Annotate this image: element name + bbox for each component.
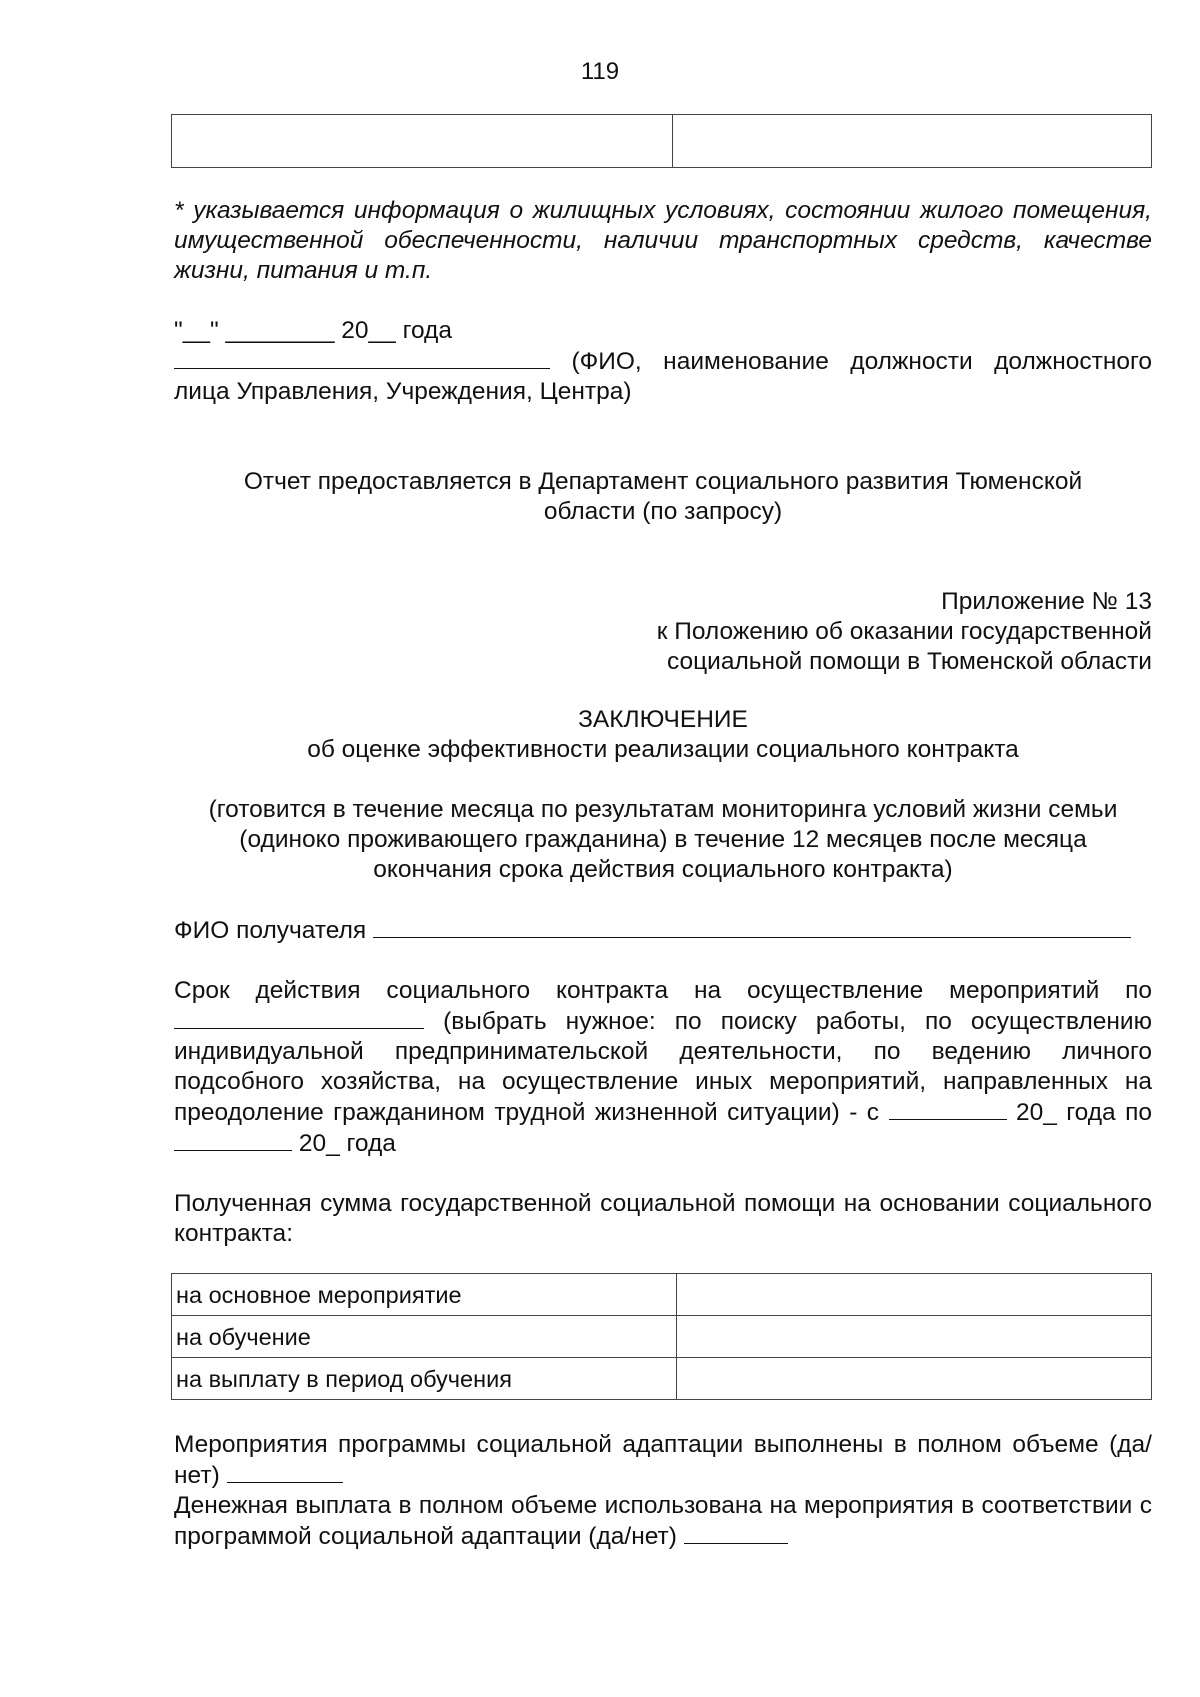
report-note: Отчет предоставляется в Департамент социального развития Тюменской области (по запросу) <box>243 468 1083 525</box>
term-choice: (выбрать нужное: по поиску работы, по осуществлению индивидуальной предпринимательской деятельности, по ведению личного подсобного хозяйства, на осуществление иных мероприятий, направленных на преодоление гражданином трудной жизненной ситуации) - с <box>174 1008 1152 1126</box>
footnote: * указывается информация о жилищных условиях, состоянии жилого помещения, имущественной обеспеченности, наличии транспортных средств, качестве жизни, питания и т.п. <box>174 197 1152 284</box>
sum-intro: Полученная сумма государственной социальной помощи на основании социального контракта: <box>174 1190 1152 1247</box>
appendix-line-1: Приложение № 13 <box>941 588 1152 615</box>
sum-row-value <box>677 1316 1152 1358</box>
sum-row-value <box>677 1274 1152 1316</box>
sum-row-label: на выплату в период обучения <box>172 1358 677 1400</box>
term-start: Срок действия социального контракта на осуществление мероприятий по <box>174 977 1152 1004</box>
document-subtitle: об оценке эффективности реализации социального контракта <box>307 736 1019 763</box>
top-table-cell-left <box>172 115 673 168</box>
payment-used-blank <box>684 1521 788 1544</box>
payment-used-line <box>174 1491 1152 1552</box>
recipient-line <box>174 915 1152 946</box>
date-line: "__" ________ 20__ года <box>174 317 452 344</box>
document-body <box>174 196 1152 1552</box>
appendix-line-2: к Положению об оказании государственной <box>656 618 1152 645</box>
activities-done-text: Мероприятия программы социальной адаптации выполнены в полном объеме (да/нет) <box>174 1431 1152 1489</box>
activities-done-line <box>174 1430 1152 1491</box>
payment-used-text: Денежная выплата в полном объеме использована на мероприятия в соответствии с программой социальной адаптации (да/нет) <box>174 1492 1152 1550</box>
sum-row-label: на обучение <box>172 1316 677 1358</box>
sum-row-label: на основное мероприятие <box>172 1274 677 1316</box>
sum-table <box>171 1273 1152 1400</box>
recipient-blank <box>373 915 1131 938</box>
recipient-label: ФИО получателя <box>174 917 367 944</box>
activities-done-blank <box>227 1460 343 1483</box>
signature-blank <box>174 346 550 369</box>
official-signature-line <box>174 346 1152 407</box>
term-activity-blank <box>174 1006 424 1029</box>
top-table <box>171 114 1152 168</box>
table-row <box>172 1316 1152 1358</box>
appendix-line-3: социальной помощи в Тюменской области <box>666 648 1152 675</box>
table-row <box>172 1358 1152 1400</box>
term-to-blank <box>174 1128 292 1151</box>
page-number: 119 <box>580 58 620 85</box>
contract-term-paragraph <box>174 976 1152 1159</box>
term-year-from: 20_ <box>1015 1099 1057 1126</box>
term-mid: года по <box>1066 1099 1152 1126</box>
document-title: ЗАКЛЮЧЕНИЕ <box>578 706 748 733</box>
table-row <box>172 1274 1152 1316</box>
term-year-to: 20_ года <box>298 1130 396 1157</box>
term-from-blank <box>889 1097 1007 1120</box>
official-caption: (ФИО, наименование должности должностного лица Управления, Учреждения, Центра) <box>174 348 1152 405</box>
sum-row-value <box>677 1358 1152 1400</box>
top-table-cell-right <box>673 115 1152 168</box>
appendix-header <box>174 587 1152 677</box>
preparation-note: (готовится в течение месяца по результатам мониторинга условий жизни семьи (одиноко проживающего гражданина) в течение 12 месяцев после месяца окончания срока действия социального контракта) <box>208 796 1118 883</box>
